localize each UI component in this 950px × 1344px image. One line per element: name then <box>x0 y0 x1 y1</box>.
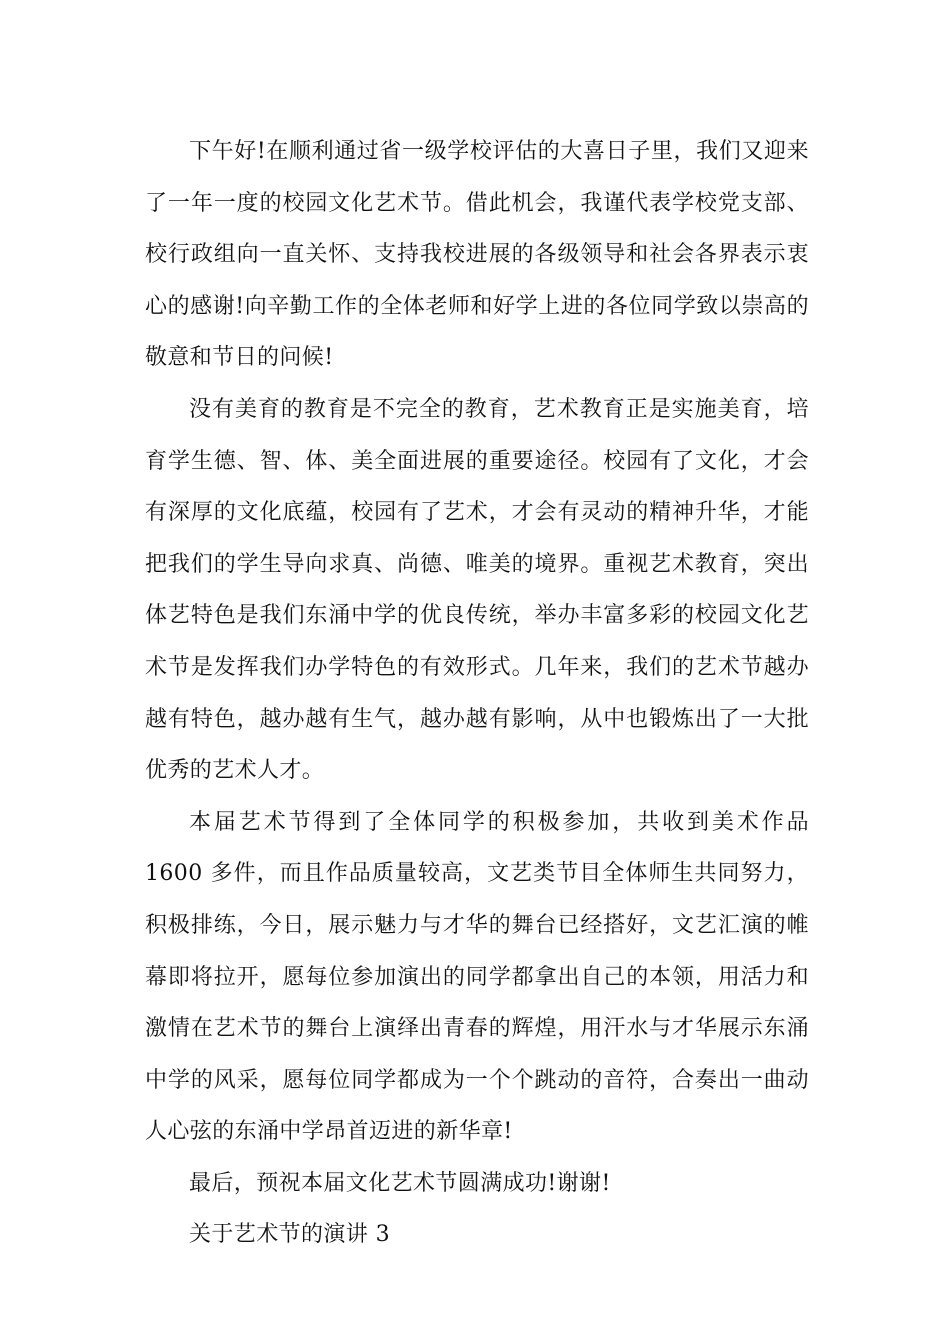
paragraph-greeting: 下午好!在顺利通过省一级学校评估的大喜日子里，我们又迎来了一年一度的校园文化艺术节。借此机会，我谨代表学校党支部、校行政组向一直关怀、支持我校进展的各级领导和社会各界表示衷心的感谢!向辛勤工作的全体老师和好学上进的各位同学致以崇高的敬意和节日的问候! <box>145 139 809 371</box>
document-body <box>145 126 809 1261</box>
next-speech-heading: 关于艺术节的演讲 3 <box>189 1222 390 1248</box>
paragraph-art-education: 没有美育的教育是不完全的教育，艺术教育正是实施美育，培育学生德、智、体、美全面进展的重要途径。校园有了文化，才会有深厚的文化底蕴，校园有了艺术，才会有灵动的精神升华，才能把我们的学生导向求真、尚德、唯美的境界。重视艺术教育，突出体艺特色是我们东涌中学的优良传统，举办丰富多彩的校园文化艺术节是发挥我们办学特色的有效形式。几年来，我们的艺术节越办越有特色，越办越有生气，越办越有影响，从中也锻炼出了一大批优秀的艺术人才。 <box>145 396 809 784</box>
paragraph-festival-details: 本届艺术节得到了全体同学的积极参加，共收到美术作品 1600 多件，而且作品质量较高，文艺类节目全体师生共同努力，积极排练，今日，展示魅力与才华的舞台已经搭好，文艺汇演的帷幕即将拉开，愿每位参加演出的同学都拿出自己的本领，用活力和激情在艺术节的舞台上演绎出青春的辉煌，用汗水与才华展示东涌中学的风采，愿每位同学都成为一个个跳动的音符，合奏出一曲动人心弦的东涌中学昂首迈进的新华章! <box>145 809 809 1145</box>
paragraph-closing: 最后，预祝本届文化艺术节圆满成功!谢谢! <box>189 1170 611 1196</box>
